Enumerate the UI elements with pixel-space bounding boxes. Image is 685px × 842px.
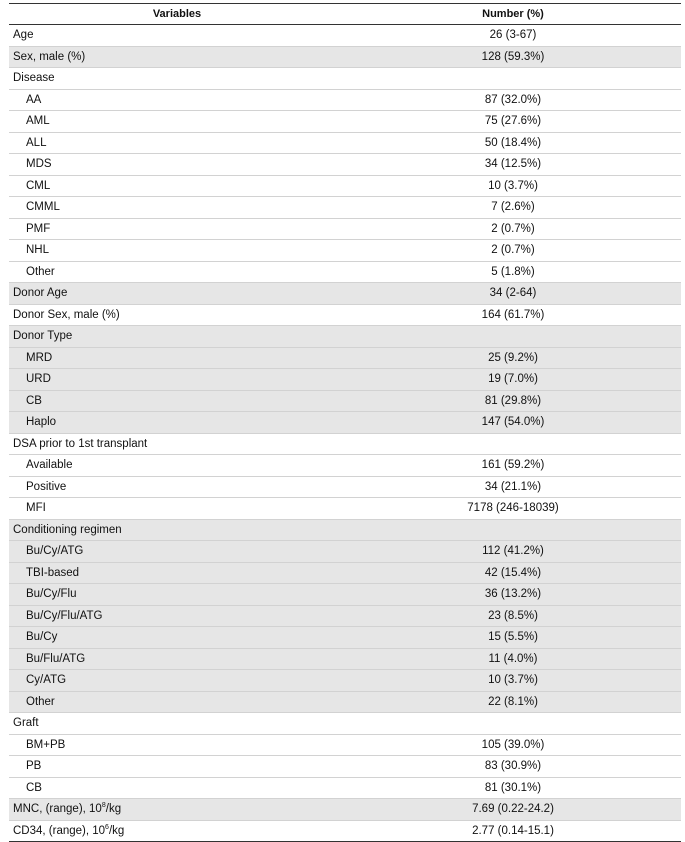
table-row xyxy=(9,649,681,671)
row-label xyxy=(9,825,345,837)
row-label-unit: /kg xyxy=(109,825,124,837)
table-row xyxy=(9,305,681,327)
table-row xyxy=(9,606,681,628)
table-row xyxy=(9,455,681,477)
table-row xyxy=(9,713,681,735)
row-value: 34 (21.1%) xyxy=(345,481,681,493)
row-value: 25 (9.2%) xyxy=(345,352,681,364)
row-value: 10 (3.7%) xyxy=(345,180,681,192)
row-label: Bu/Cy/Flu/ATG xyxy=(9,610,345,622)
row-value: 19 (7.0%) xyxy=(345,373,681,385)
table-row xyxy=(9,391,681,413)
row-label: Other xyxy=(9,696,345,708)
row-value: 22 (8.1%) xyxy=(345,696,681,708)
table-row xyxy=(9,25,681,47)
row-value: 15 (5.5%) xyxy=(345,631,681,643)
row-value: 50 (18.4%) xyxy=(345,137,681,149)
row-label: Positive xyxy=(9,481,345,493)
row-label-exponent: 8 xyxy=(102,802,106,809)
row-label xyxy=(9,803,345,815)
table-row xyxy=(9,326,681,348)
table-row xyxy=(9,90,681,112)
row-value: 2 (0.7%) xyxy=(345,223,681,235)
row-label: NHL xyxy=(9,244,345,256)
row-label: Bu/Cy/ATG xyxy=(9,545,345,557)
table-row xyxy=(9,133,681,155)
table-row xyxy=(9,434,681,456)
row-label: CMML xyxy=(9,201,345,213)
row-value: 81 (30.1%) xyxy=(345,782,681,794)
row-value: 2 (0.7%) xyxy=(345,244,681,256)
row-label: AA xyxy=(9,94,345,106)
row-label-text: CD34, (range), 10 xyxy=(13,825,105,837)
row-label: Donor Type xyxy=(9,330,345,342)
row-value: 5 (1.8%) xyxy=(345,266,681,278)
row-label: CB xyxy=(9,395,345,407)
table-row xyxy=(9,735,681,757)
row-label: MDS xyxy=(9,158,345,170)
row-label: DSA prior to 1st transplant xyxy=(9,438,345,450)
table-row xyxy=(9,477,681,499)
row-value: 34 (2-64) xyxy=(345,287,681,299)
row-value: 7178 (246-18039) xyxy=(345,502,681,514)
row-value: 34 (12.5%) xyxy=(345,158,681,170)
table-row xyxy=(9,778,681,800)
row-value: 7 (2.6%) xyxy=(345,201,681,213)
row-label: Donor Age xyxy=(9,287,345,299)
table-row xyxy=(9,799,681,821)
row-label: BM+PB xyxy=(9,739,345,751)
row-value: 42 (15.4%) xyxy=(345,567,681,579)
table-row xyxy=(9,563,681,585)
table-body xyxy=(9,25,681,842)
table-row xyxy=(9,197,681,219)
row-label: PMF xyxy=(9,223,345,235)
table-row xyxy=(9,47,681,69)
row-label-exponent: 6 xyxy=(105,824,109,831)
table-row xyxy=(9,154,681,176)
row-value: 105 (39.0%) xyxy=(345,739,681,751)
table-row xyxy=(9,412,681,434)
characteristics-table xyxy=(9,3,681,842)
row-value: 112 (41.2%) xyxy=(345,545,681,557)
table-row xyxy=(9,262,681,284)
table-row xyxy=(9,627,681,649)
row-value: 11 (4.0%) xyxy=(345,653,681,665)
row-label: Bu/Cy/Flu xyxy=(9,588,345,600)
row-label: Haplo xyxy=(9,416,345,428)
row-label: URD xyxy=(9,373,345,385)
row-label-unit: /kg xyxy=(106,803,121,815)
row-label: CML xyxy=(9,180,345,192)
row-label: MFI xyxy=(9,502,345,514)
header-variables: Variables xyxy=(9,8,345,20)
row-label: Cy/ATG xyxy=(9,674,345,686)
row-label: Other xyxy=(9,266,345,278)
row-value: 147 (54.0%) xyxy=(345,416,681,428)
row-value: 87 (32.0%) xyxy=(345,94,681,106)
row-label: Bu/Flu/ATG xyxy=(9,653,345,665)
table-row xyxy=(9,498,681,520)
table-row xyxy=(9,692,681,714)
table-row xyxy=(9,348,681,370)
row-value: 83 (30.9%) xyxy=(345,760,681,772)
row-value: 164 (61.7%) xyxy=(345,309,681,321)
table-row xyxy=(9,821,681,842)
row-label: Available xyxy=(9,459,345,471)
row-value: 161 (59.2%) xyxy=(345,459,681,471)
row-label: MRD xyxy=(9,352,345,364)
row-label: PB xyxy=(9,760,345,772)
row-value: 81 (29.8%) xyxy=(345,395,681,407)
table-row xyxy=(9,111,681,133)
row-label-text: MNC, (range), 10 xyxy=(13,803,102,815)
row-value: 128 (59.3%) xyxy=(345,51,681,63)
row-value: 10 (3.7%) xyxy=(345,674,681,686)
row-value: 2.77 (0.14-15.1) xyxy=(345,825,681,837)
row-label: Age xyxy=(9,29,345,41)
row-label: Graft xyxy=(9,717,345,729)
table-row xyxy=(9,541,681,563)
row-label: Conditioning regimen xyxy=(9,524,345,536)
table-row xyxy=(9,68,681,90)
row-label: TBI-based xyxy=(9,567,345,579)
table-header xyxy=(9,3,681,25)
row-label: CB xyxy=(9,782,345,794)
table-row xyxy=(9,756,681,778)
row-label: AML xyxy=(9,115,345,127)
row-value: 75 (27.6%) xyxy=(345,115,681,127)
header-number: Number (%) xyxy=(345,8,681,20)
row-label: ALL xyxy=(9,137,345,149)
table-row xyxy=(9,520,681,542)
table-row xyxy=(9,176,681,198)
row-value: 26 (3-67) xyxy=(345,29,681,41)
row-label: Disease xyxy=(9,72,345,84)
row-value: 36 (13.2%) xyxy=(345,588,681,600)
table-row xyxy=(9,219,681,241)
row-value: 7.69 (0.22-24.2) xyxy=(345,803,681,815)
table-row xyxy=(9,369,681,391)
table-row xyxy=(9,670,681,692)
table-row xyxy=(9,240,681,262)
table-row xyxy=(9,283,681,305)
row-label: Donor Sex, male (%) xyxy=(9,309,345,321)
row-label: Sex, male (%) xyxy=(9,51,345,63)
table-row xyxy=(9,584,681,606)
row-value: 23 (8.5%) xyxy=(345,610,681,622)
row-label: Bu/Cy xyxy=(9,631,345,643)
